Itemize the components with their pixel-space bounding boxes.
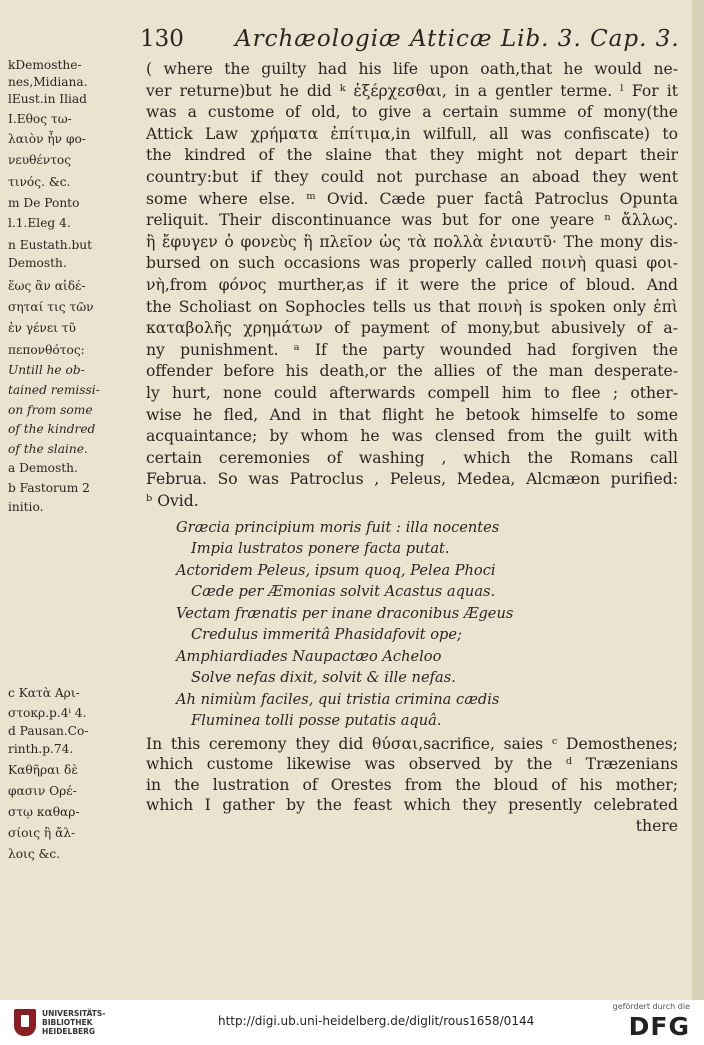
verse-line: Solve nefas dixit, solvit & ille nefas.	[191, 669, 456, 687]
text-line: offender before his death,or the allies of the man desperate-	[146, 362, 678, 381]
margin-note: φασιν Ορέ-	[8, 784, 77, 798]
margin-note: τινός. &c.	[8, 175, 71, 189]
margin-note: σηταί τις τῶν	[8, 300, 94, 314]
permalink[interactable]: http://digi.ub.uni-heidelberg.de/diglit/rous1658/0144	[218, 1014, 535, 1028]
margin-note: ἕως ἂν αἰδέ-	[8, 279, 86, 293]
margin-note: of the slaine.	[8, 442, 88, 456]
text-line: ver returne)but he did ᵏ ἐξέρχεσθαι, in a gentler terme. ˡ For it	[146, 81, 678, 100]
verse-line: Cæde per Æmonias solvit Acastus aquas.	[191, 583, 496, 601]
sponsor-caption: gefördert durch die	[612, 1002, 690, 1011]
verse-line: Amphiardiades Naupactæo Acheloo	[176, 647, 442, 665]
dfg-wordmark: DFG	[628, 1012, 690, 1041]
text-line: country:but if they could not purchase an aboad they went	[146, 168, 678, 186]
margin-note: στῳ καθαρ-	[8, 805, 80, 819]
verse-line: Vectam frænatis per inane draconibus Ægeus	[176, 604, 514, 622]
text-line: reliquit. Their discontinuance was but for one yeare ⁿ ἄλλως.	[146, 211, 678, 230]
margin-note: m De Ponto	[8, 196, 80, 210]
library-shield-icon	[14, 1009, 36, 1036]
margin-note: σίοις ἢ ἄλ-	[8, 826, 76, 840]
verse-line: Ah nimiùm faciles, qui tristia crimina cædis	[176, 690, 500, 708]
text-line: which custome likewise was observed by the ᵈ Træzenians	[146, 755, 678, 774]
text-line: wise he fled, And in that flight he betook himselfe to some	[146, 405, 678, 424]
margin-note: l.1.Eleg 4.	[8, 216, 71, 230]
margin-note: a Demosth.	[8, 461, 78, 475]
verse-line: Actoridem Peleus, ipsum quoq, Pelea Phoci	[176, 561, 496, 579]
text-line: ἢ ἔφυγεν ὁ φονεὺς ἢ πλεῖον ὡς τὰ πολλὰ ἐνιαυτῦ· The mony dis-	[146, 232, 678, 251]
margin-note: νευθέντος	[8, 153, 72, 167]
text-line: In this ceremony they did θύσαι,sacrifice, saies ᶜ Demosthenes;	[146, 734, 678, 753]
text-line: the kindred of the slaine that they might not depart their	[146, 146, 678, 165]
text-line: ly hurt, none could afterwards compell him to flee ; other-	[146, 384, 678, 402]
text-line: the Scholiast on Sophocles tells us that ποινὴ is spoken only ἐπὶ	[146, 297, 678, 316]
margin-note: of the kindred	[8, 422, 96, 436]
viewer-footer	[0, 1000, 704, 1045]
page-edge	[692, 0, 704, 1000]
library-logo-line: UNIVERSITÄTS-	[42, 1009, 106, 1018]
text-line: καταβολῆς χρημάτων of payment of mony,but abusively of a-	[146, 319, 678, 338]
catchword: there	[635, 816, 678, 835]
margin-note: lEust.in Iliad	[8, 92, 87, 106]
margin-note: Demosth.	[8, 256, 67, 270]
verse-line: Impia lustratos ponere facta putat.	[191, 540, 450, 558]
margin-note: d Pausan.Co-	[8, 724, 89, 738]
text-line: ᵇ Ovid.	[146, 492, 199, 510]
library-logo-line: HEIDELBERG	[42, 1027, 96, 1036]
text-line: in the lustration of Orestes from the bloud of his mother;	[146, 775, 678, 794]
text-line: νὴ,from φόνος murther,as if it were the price of bloud. And	[146, 276, 678, 294]
margin-note: Καθῆραι δὲ	[8, 763, 78, 777]
page-number: 130	[140, 26, 184, 52]
text-line: bursed on such occasions was properly called ποινὴ quasi φοι-	[146, 254, 678, 273]
margin-note: ἐν γένει τῦ	[8, 321, 76, 335]
margin-note: Untill he ob-	[8, 363, 85, 377]
margin-note: initio.	[8, 500, 44, 514]
margin-note: λοις &c.	[8, 847, 61, 861]
margin-note: c Κατὰ Αρι-	[8, 686, 80, 700]
verse-line: Credulus immeritâ Phasidafovit ope;	[191, 626, 462, 644]
margin-note: n Eustath.but	[8, 238, 93, 252]
dfg-logo[interactable]	[610, 1002, 690, 1042]
margin-note: on from some	[8, 403, 93, 417]
library-logo[interactable]	[14, 1008, 164, 1038]
margin-note: tained remissi-	[8, 383, 100, 397]
verse-line: Fluminea tolli posse putatis aquâ.	[191, 712, 442, 730]
text-line: Attick Law χρήματα ἐπίτιμα,in wilfull, all was confiscate) to	[146, 124, 678, 143]
margin-note: kDemosthe-	[8, 58, 82, 72]
running-header	[140, 26, 680, 56]
margin-note: Ι.Εθος τω-	[8, 112, 72, 126]
margin-note: πεπονθότος:	[8, 343, 85, 357]
margin-note: στοκρ.p.4ⁱ 4.	[8, 706, 87, 720]
text-line: ( where the guilty had his life upon oath,that he would ne-	[146, 60, 678, 78]
library-logo-line: BIBLIOTHEK	[42, 1018, 93, 1027]
margin-note: nes,Midiana.	[8, 75, 88, 89]
text-line: was a custome of old, to give a certain summe of mony(the	[146, 103, 678, 122]
margin-note: b Fastorum 2	[8, 481, 90, 495]
margin-note: rinth.p.74.	[8, 742, 74, 756]
text-line: acquaintance; by whom he was clensed from the guilt with	[146, 427, 678, 446]
text-line: certain ceremonies of washing , which the Romans call	[146, 448, 678, 467]
text-line: which I gather by the feast which they presently celebrated	[146, 796, 678, 815]
text-line: ny punishment. ᵃ If the party wounded had forgiven the	[146, 340, 678, 359]
margin-note: λαιὸν ἦν φο-	[8, 132, 86, 146]
text-line: Februa. So was Patroclus , Peleus, Medea, Alcmæon purified:	[146, 470, 678, 489]
text-line: some where else. ᵐ Ovid. Cæde puer factâ Patroclus Opunta	[146, 189, 678, 208]
running-title: Archæologiæ Atticæ Lib. 3. Cap. 3.	[235, 26, 680, 52]
verse-line: Græcia principium moris fuit : illa nocentes	[176, 518, 500, 536]
